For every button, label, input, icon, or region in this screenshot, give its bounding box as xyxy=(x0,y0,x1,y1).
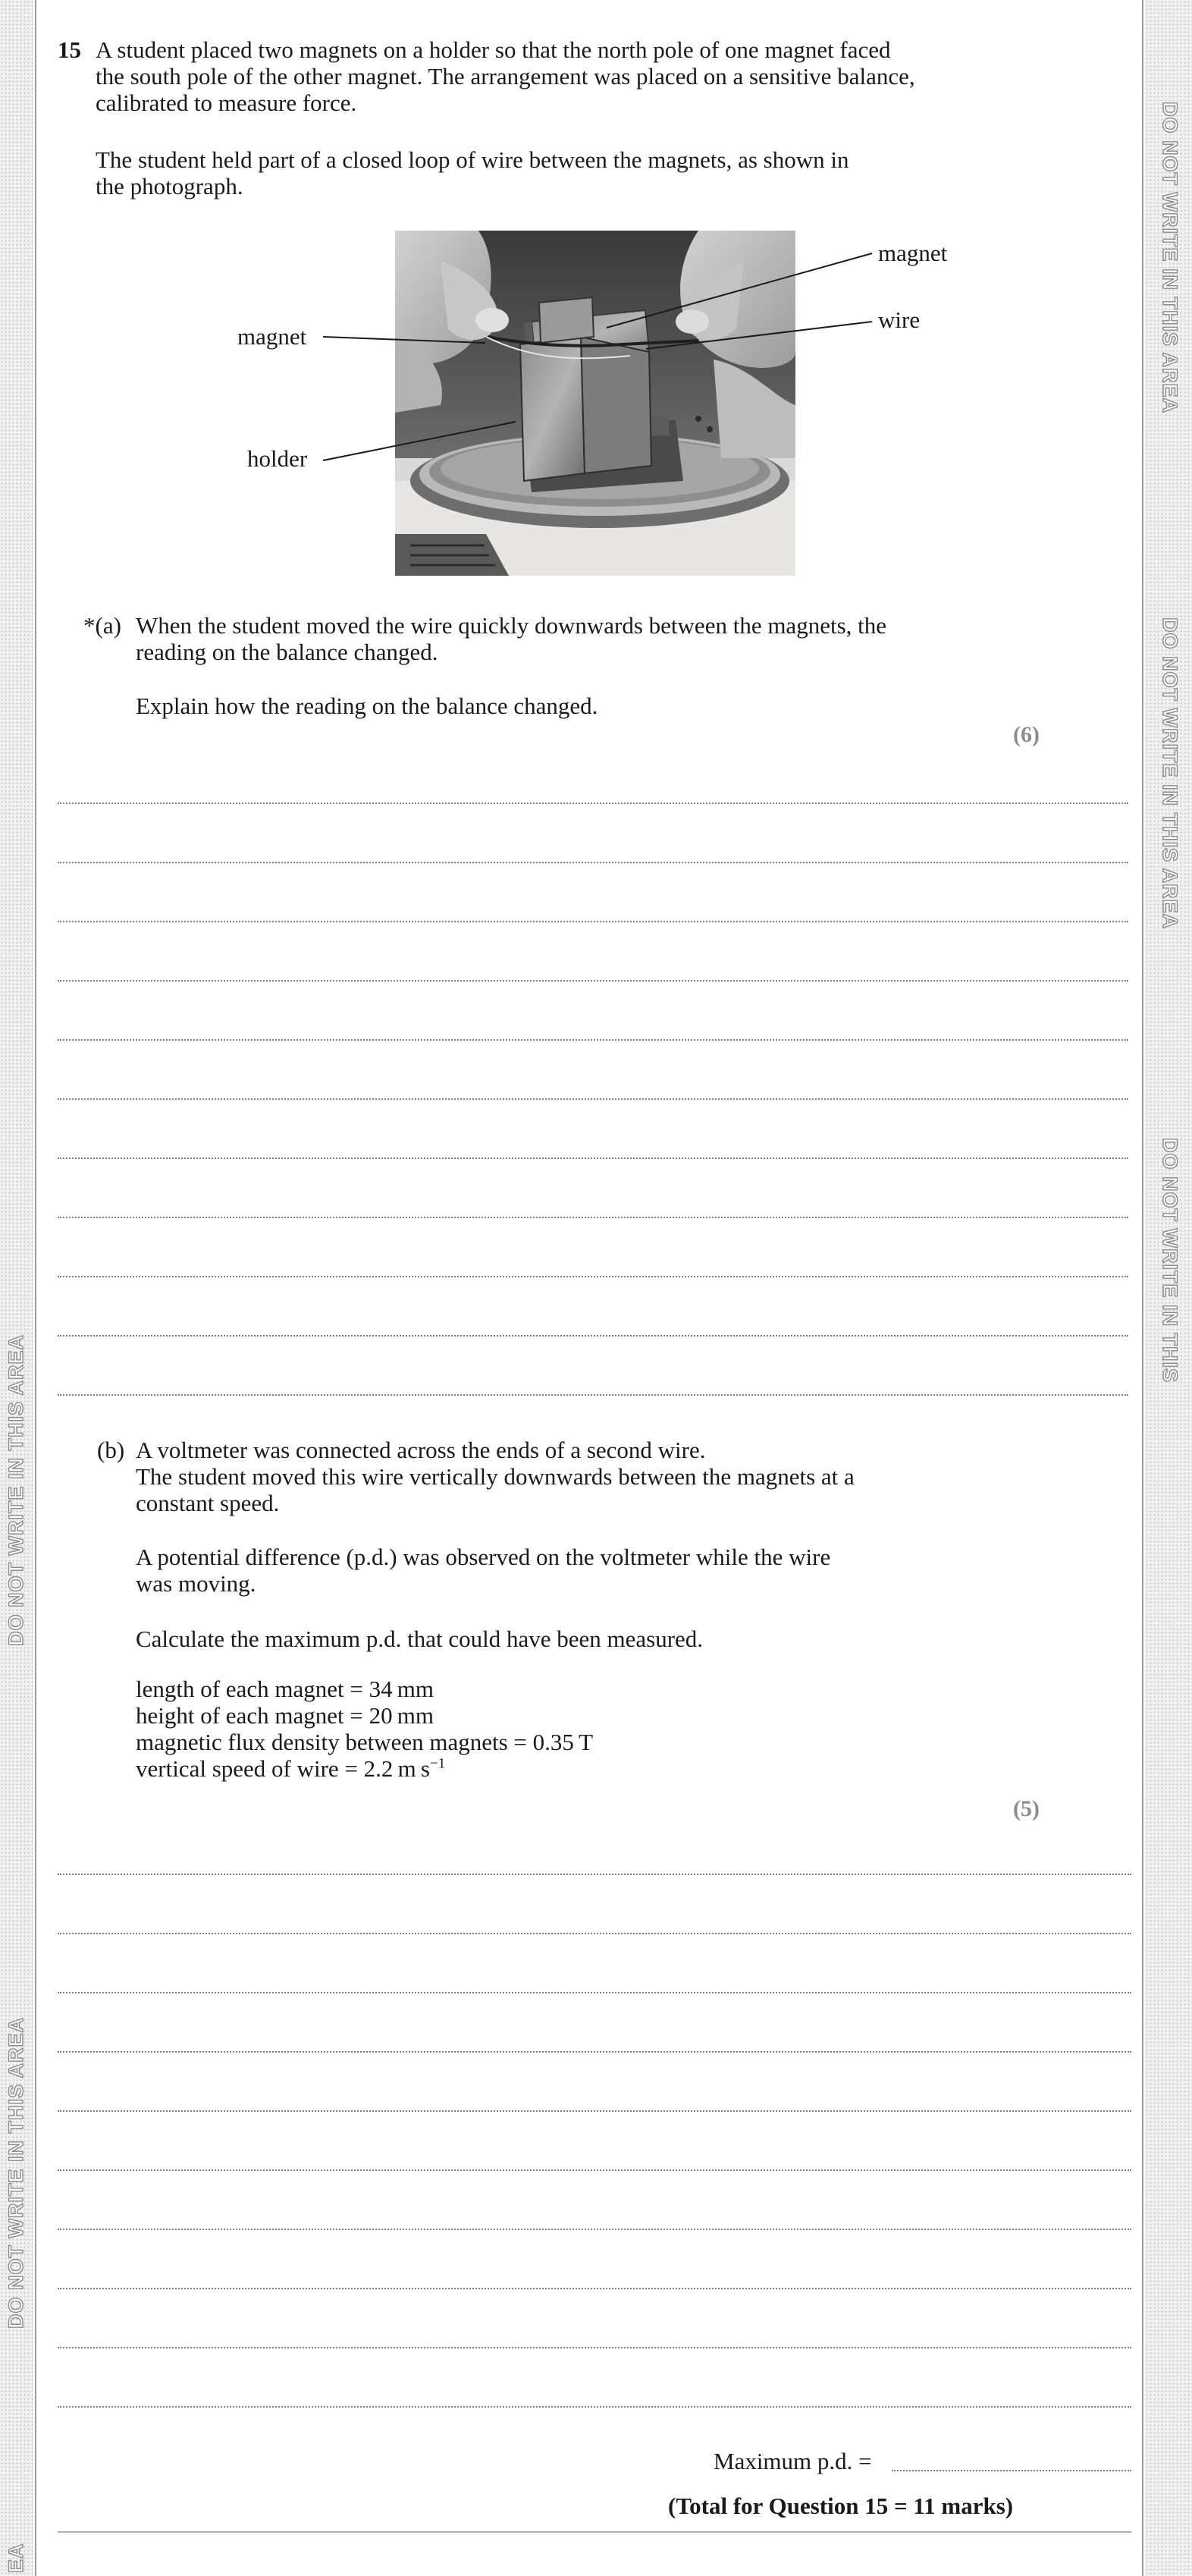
bottom-rule xyxy=(58,2531,1131,2533)
answer-line[interactable] xyxy=(58,803,1128,804)
part-a-label: *(a) xyxy=(83,612,121,639)
page-edge-right xyxy=(1142,0,1143,2576)
answer-line[interactable] xyxy=(58,1874,1131,1875)
answer-line[interactable] xyxy=(58,2169,1131,2171)
intro-line-2: the south pole of the other magnet. The arrangement was placed on a sensitive balance, xyxy=(96,63,915,90)
intro-line-3: calibrated to measure force. xyxy=(96,90,357,116)
answer-line[interactable] xyxy=(58,1158,1128,1159)
part-b-line-2: The student moved this wire vertically downwards between the magnets at a xyxy=(136,1463,855,1490)
answer-line[interactable] xyxy=(58,862,1128,863)
answer-line[interactable] xyxy=(58,1098,1128,1100)
answer-line[interactable] xyxy=(58,1217,1128,1218)
answer-line[interactable] xyxy=(58,2110,1131,2112)
part-b-pd-line-1: A potential difference (p.d.) was observed on the voltmeter while the wire xyxy=(136,1544,831,1570)
answer-line[interactable] xyxy=(58,2229,1131,2230)
data-flux-density: magnetic flux density between magnets = 0.35 T xyxy=(136,1729,594,1755)
part-a-line-2: reading on the balance changed. xyxy=(136,639,438,665)
answer-line[interactable] xyxy=(58,2288,1131,2289)
data-wire-speed-text: vertical speed of wire = 2.2 m s xyxy=(136,1755,430,1782)
answer-line[interactable] xyxy=(58,1039,1128,1041)
data-magnet-height: height of each magnet = 20 mm xyxy=(136,1702,434,1729)
answer-line[interactable] xyxy=(58,1335,1128,1337)
data-wire-speed xyxy=(136,1755,445,1782)
margin-warning-right-1: DO NOT WRITE IN THIS AREA xyxy=(1159,102,1181,413)
right-margin-strip xyxy=(1145,0,1192,2576)
part-a-marks: (6) xyxy=(1013,722,1040,747)
answer-line[interactable] xyxy=(58,1276,1128,1277)
data-wire-speed-exponent: −1 xyxy=(430,1755,446,1772)
answer-line[interactable] xyxy=(58,1394,1128,1396)
part-b-pd-line-2: was moving. xyxy=(136,1570,256,1597)
page-edge-left xyxy=(35,0,36,2576)
margin-warning-left-1: DO NOT WRITE IN THIS AREA xyxy=(5,1334,27,1646)
question-number: 15 xyxy=(58,36,81,63)
setup-line-1: The student held part of a closed loop of wire between the magnets, as shown in xyxy=(96,146,849,173)
margin-warning-right-2: DO NOT WRITE IN THIS AREA xyxy=(1159,617,1181,929)
part-b-marks: (5) xyxy=(1013,1796,1040,1821)
answer-line[interactable] xyxy=(58,1933,1131,1934)
part-b-line-1: A voltmeter was connected across the ends of a second wire. xyxy=(136,1437,706,1463)
margin-warning-left-2: DO NOT WRITE IN THIS AREA xyxy=(5,2017,27,2329)
answer-line[interactable] xyxy=(58,921,1128,922)
answer-line[interactable] xyxy=(58,980,1128,982)
intro-line-1: A student placed two magnets on a holder so that the north pole of one magnet faced xyxy=(96,36,891,63)
answer-line[interactable] xyxy=(58,1992,1131,1993)
setup-line-2: the photograph. xyxy=(96,173,243,199)
apparatus-photograph xyxy=(395,231,795,576)
answer-line[interactable] xyxy=(58,2051,1131,2053)
max-pd-answer-field[interactable] xyxy=(892,2470,1131,2471)
label-magnet-left: magnet xyxy=(237,323,307,350)
part-b-instruction: Calculate the maximum p.d. that could have been measured. xyxy=(136,1626,704,1652)
part-b-line-3: constant speed. xyxy=(136,1490,280,1516)
photograph-drawing xyxy=(395,231,795,576)
margin-warning-right-3: DO NOT WRITE IN THIS xyxy=(1159,1138,1181,1383)
left-margin-strip xyxy=(0,0,33,2576)
label-wire: wire xyxy=(878,306,921,333)
answer-label-max-pd: Maximum p.d. = xyxy=(714,2448,872,2474)
label-magnet-right: magnet xyxy=(878,240,948,266)
margin-warning-left-3: EA xyxy=(5,2543,27,2573)
answer-line[interactable] xyxy=(58,2406,1131,2408)
part-a-instruction: Explain how the reading on the balance changed. xyxy=(136,693,598,719)
data-magnet-length: length of each magnet = 34 mm xyxy=(136,1676,434,1702)
label-holder: holder xyxy=(247,445,308,472)
answer-line[interactable] xyxy=(58,2347,1131,2348)
part-a-line-1: When the student moved the wire quickly downwards between the magnets, the xyxy=(136,612,887,639)
total-marks: (Total for Question 15 = 11 marks) xyxy=(668,2493,1014,2519)
part-b-label: (b) xyxy=(97,1437,125,1463)
